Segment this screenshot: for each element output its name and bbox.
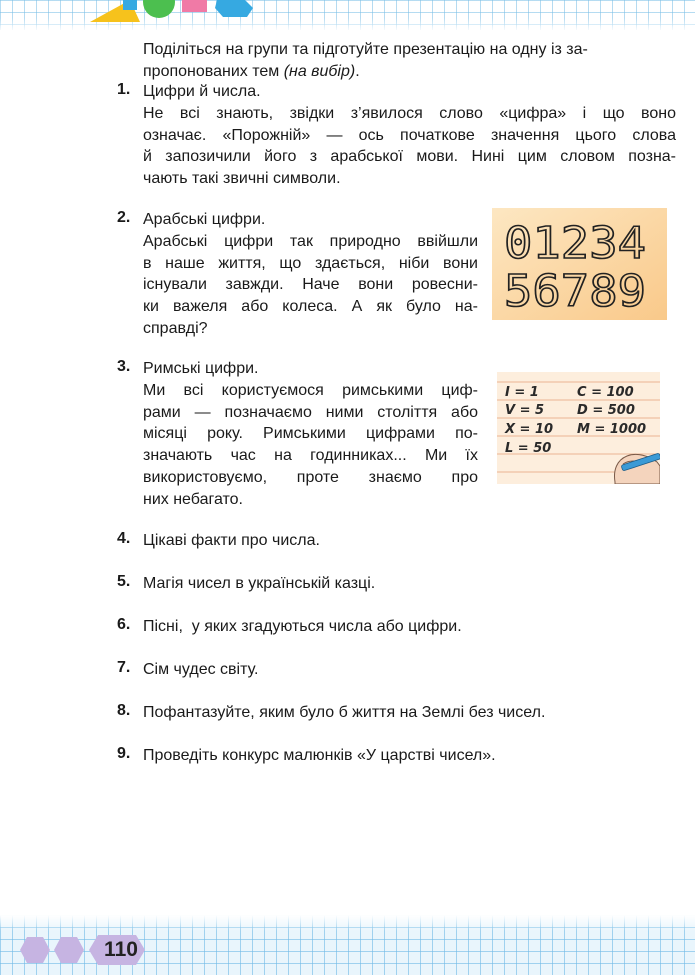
topic-1-number: 1.	[117, 81, 131, 98]
topic-3-number: 3.	[117, 358, 131, 375]
topic-2	[143, 209, 478, 340]
topic-2-line-5: справді?	[143, 319, 208, 337]
intro-paragraph	[143, 39, 678, 83]
intro-line-2-end: .	[355, 62, 360, 80]
topic-2-title: Арабські цифри.	[143, 211, 266, 228]
topic-3-line-5: використовуємо, проте знаємо про	[143, 468, 478, 486]
topic-3	[143, 358, 478, 511]
roman-d: D = 500	[577, 403, 635, 418]
topic-1-line-4: чають такі звичні символи.	[143, 170, 341, 188]
topic-5-title: Магія чисел в українській казці.	[143, 575, 376, 592]
topic-1	[143, 81, 676, 190]
topic-8-number: 8.	[117, 702, 131, 719]
intro-line-2	[143, 61, 678, 83]
topic-2-line-4: ки важеля або колеса. А як було на-	[143, 298, 478, 316]
pink-square-icon	[182, 0, 207, 12]
page-number: 110	[104, 938, 138, 961]
arabic-digits-row-1: 01234	[504, 218, 646, 269]
topic-3-line-1: Ми всі користуємося римськими циф-	[143, 381, 478, 399]
roman-i: I = 1	[505, 385, 539, 400]
topic-7-title: Сім чудес світу.	[143, 661, 259, 678]
roman-l: L = 50	[505, 441, 552, 456]
topic-1-title: Цифри й числа.	[143, 83, 261, 100]
topic-9-title: Проведіть конкурс малюнків «У царстві чисел».	[143, 747, 496, 764]
topic-3-line-4: значають час на годинниках... Ми їх	[143, 447, 478, 465]
topic-7-number: 7.	[117, 659, 131, 676]
topic-6-number: 6.	[117, 616, 131, 633]
topic-1-line-1: Не всі знають, звідки з’явилося слово «цифра» і що воно	[143, 104, 676, 122]
blue-shape-icon	[123, 0, 137, 10]
arabic-digits-row-2: 56789	[504, 266, 646, 317]
topic-3-line-2: рами — позначаємо ними століття або	[143, 403, 478, 421]
roman-numerals-picture	[497, 372, 660, 484]
arabic-digits-picture	[492, 208, 667, 320]
intro-line-2-start: пропонованих тем	[143, 62, 284, 80]
topic-6-title: Пісні, у яких згадуються числа або цифри.	[143, 618, 462, 635]
topic-1-line-3: й запозичили його з арабської мови. Нині цим словом позна-	[143, 148, 676, 166]
topic-9-number: 9.	[117, 745, 131, 762]
hexagon-icon	[54, 937, 84, 963]
topic-2-line-2: в наше життя, що здається, ніби вони	[143, 254, 478, 272]
intro-emphasis: (на вибір)	[283, 62, 356, 80]
roman-x: X = 10	[505, 422, 554, 437]
topic-4-title: Цікаві факти про числа.	[143, 532, 320, 549]
topic-8-title: Пофантазуйте, яким було б життя на Землі без чисел.	[143, 704, 546, 721]
topic-3-line-3: місяці року. Римськими цифрами по-	[143, 425, 478, 443]
topic-2-number: 2.	[117, 209, 131, 226]
blue-hexagon-icon	[215, 0, 253, 17]
topic-3-line-6: них небагато.	[143, 490, 243, 508]
topic-2-line-3: існували завжди. Наче вони ровесни-	[143, 276, 478, 294]
topic-2-line-1: Арабські цифри так природно ввійшли	[143, 232, 478, 250]
topic-1-line-2: означає. «Порожній» — ось початкове значення цього слова	[143, 126, 676, 144]
roman-c: C = 100	[577, 385, 634, 400]
intro-line-1: Поділіться на групи та підготуйте презентацію на одну із за-	[143, 41, 588, 58]
topic-4-number: 4.	[117, 530, 131, 547]
header-shapes	[85, 0, 285, 22]
roman-v: V = 5	[505, 403, 545, 418]
hexagon-icon	[20, 937, 50, 963]
topic-3-title: Римські цифри.	[143, 360, 259, 377]
roman-m: M = 1000	[577, 422, 647, 437]
footer-fade	[0, 915, 695, 931]
green-circle-icon	[143, 0, 175, 18]
topic-5-number: 5.	[117, 573, 131, 590]
